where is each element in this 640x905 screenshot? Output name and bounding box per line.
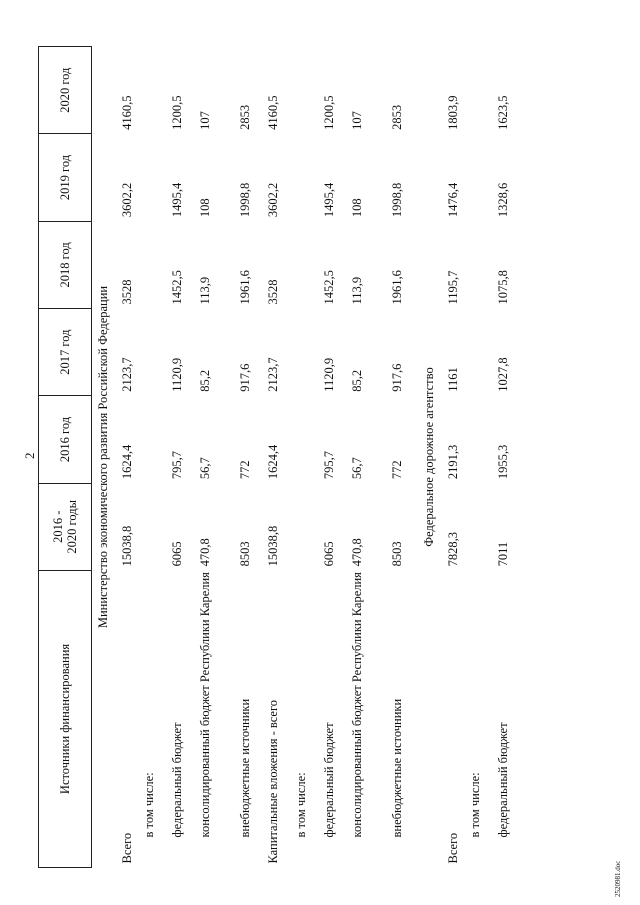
row-label: федеральный бюджет	[496, 722, 510, 838]
value-cell: 1998,8	[238, 182, 252, 218]
value-cell: 917,6	[390, 363, 404, 392]
value-cell: 113,9	[198, 276, 212, 305]
value-cell: 1328,6	[496, 182, 510, 218]
value-cell: 1452,5	[322, 270, 336, 305]
financing-table	[38, 46, 524, 868]
value-cell	[294, 396, 322, 483]
value-cell	[294, 308, 322, 395]
value-cell: 1120,9	[322, 357, 336, 392]
value-cell	[468, 47, 496, 134]
value-cell: 1452,5	[170, 270, 184, 305]
value-cell	[294, 47, 322, 134]
value-cell: 2853	[390, 104, 404, 130]
value-cell: 3528	[266, 279, 280, 305]
table-row	[170, 47, 198, 868]
table-row	[110, 47, 142, 868]
value-cell: 1495,4	[170, 182, 184, 218]
value-cell: 7828,3	[446, 532, 460, 567]
row-label: федеральный бюджет	[170, 722, 184, 838]
value-cell: 795,7	[170, 450, 184, 480]
value-cell: 1120,9	[170, 357, 184, 392]
value-cell: 2191,3	[446, 444, 460, 480]
table-row	[266, 47, 294, 868]
header-2016: 2016 год	[39, 396, 92, 483]
value-cell	[294, 483, 322, 570]
table-row	[350, 47, 390, 868]
value-cell: 8503	[238, 541, 252, 567]
value-cell: 1200,5	[170, 95, 184, 130]
value-cell: 108	[198, 198, 212, 218]
value-cell	[142, 308, 170, 395]
value-cell: 1027,8	[496, 357, 510, 392]
row-label: внебюджетные источники	[390, 698, 404, 838]
value-cell: 85,2	[350, 369, 364, 392]
value-cell: 2853	[238, 104, 252, 130]
table-row	[496, 47, 524, 868]
section-title: Министерство экономического развития Российской Федерации	[96, 285, 110, 629]
value-cell: 113,9	[350, 276, 364, 305]
header-2016-2020: 2016 - 2020 годы	[39, 483, 92, 570]
row-label: в том числе:	[468, 772, 482, 838]
row-label: Капитальные вложения - всего	[266, 699, 280, 864]
value-cell: 3602,2	[120, 182, 134, 218]
value-cell	[142, 221, 170, 308]
value-cell: 107	[198, 111, 212, 130]
value-cell: 1955,3	[496, 444, 510, 480]
row-label: консолидированный бюджет Республики Карелия	[350, 572, 364, 838]
value-cell	[294, 134, 322, 221]
value-cell	[142, 396, 170, 483]
value-cell: 56,7	[350, 457, 364, 480]
value-cell: 1200,5	[322, 95, 336, 130]
value-cell	[142, 483, 170, 570]
table-body	[92, 47, 525, 868]
section-title-row	[92, 47, 111, 868]
value-cell: 795,7	[322, 450, 336, 480]
value-cell: 2123,7	[266, 357, 280, 392]
value-cell: 108	[350, 198, 364, 218]
value-cell: 4160,5	[120, 95, 134, 130]
value-cell: 772	[238, 460, 252, 480]
value-cell: 56,7	[198, 457, 212, 480]
value-cell: 1195,7	[446, 270, 460, 305]
table-row	[322, 47, 350, 868]
row-label: федеральный бюджет	[322, 722, 336, 838]
value-cell: 1476,4	[446, 182, 460, 218]
value-cell: 15038,8	[266, 525, 280, 567]
value-cell	[468, 221, 496, 308]
row-label: консолидированный бюджет Республики Карелия	[198, 572, 212, 838]
table-row	[198, 47, 238, 868]
value-cell: 4160,5	[266, 95, 280, 130]
section-title-row	[418, 47, 436, 868]
value-cell: 1624,4	[120, 444, 134, 480]
header-sources: Источники финансирования	[39, 570, 92, 867]
value-cell: 3528	[120, 279, 134, 305]
row-label: Всего	[446, 832, 460, 864]
header-2020: 2020 год	[39, 47, 92, 134]
table-row	[238, 47, 266, 868]
value-cell: 6065	[322, 541, 336, 567]
page-number: 2	[22, 452, 37, 459]
value-cell: 1998,8	[390, 182, 404, 218]
header-2019: 2019 год	[39, 134, 92, 221]
table-row	[436, 47, 468, 868]
table-row	[390, 47, 418, 868]
footer-filename: 2520981.doc	[614, 860, 622, 897]
table-row	[294, 47, 322, 868]
value-cell: 15038,8	[120, 525, 134, 567]
value-cell: 6065	[170, 541, 184, 567]
row-label: в том числе:	[142, 772, 156, 838]
header-2017: 2017 год	[39, 308, 92, 395]
value-cell: 107	[350, 111, 364, 130]
value-cell	[142, 47, 170, 134]
value-cell: 1961,6	[238, 270, 252, 305]
value-cell	[142, 134, 170, 221]
value-cell: 3602,2	[266, 182, 280, 218]
value-cell: 1075,8	[496, 270, 510, 305]
table-row	[142, 47, 170, 868]
row-label: Всего	[120, 832, 134, 864]
row-label: внебюджетные источники	[238, 698, 252, 838]
value-cell	[468, 396, 496, 483]
value-cell: 1624,4	[266, 444, 280, 480]
value-cell	[468, 483, 496, 570]
value-cell	[468, 308, 496, 395]
value-cell: 917,6	[238, 363, 252, 392]
row-label: в том числе:	[294, 772, 308, 838]
header-2018: 2018 год	[39, 221, 92, 308]
table-header-row	[39, 47, 92, 868]
value-cell: 8503	[390, 541, 404, 567]
section-title: Федеральное дорожное агентство	[422, 367, 436, 547]
value-cell: 1495,4	[322, 182, 336, 218]
value-cell: 772	[390, 460, 404, 480]
value-cell: 1161	[446, 367, 460, 392]
value-cell: 1803,9	[446, 95, 460, 130]
value-cell: 470,8	[350, 538, 364, 567]
table-row	[468, 47, 496, 868]
value-cell	[294, 221, 322, 308]
value-cell: 7011	[496, 541, 510, 567]
value-cell: 1623,5	[496, 95, 510, 130]
value-cell: 2123,7	[120, 357, 134, 392]
value-cell: 470,8	[198, 538, 212, 567]
value-cell: 85,2	[198, 369, 212, 392]
value-cell: 1961,6	[390, 270, 404, 305]
value-cell	[468, 134, 496, 221]
